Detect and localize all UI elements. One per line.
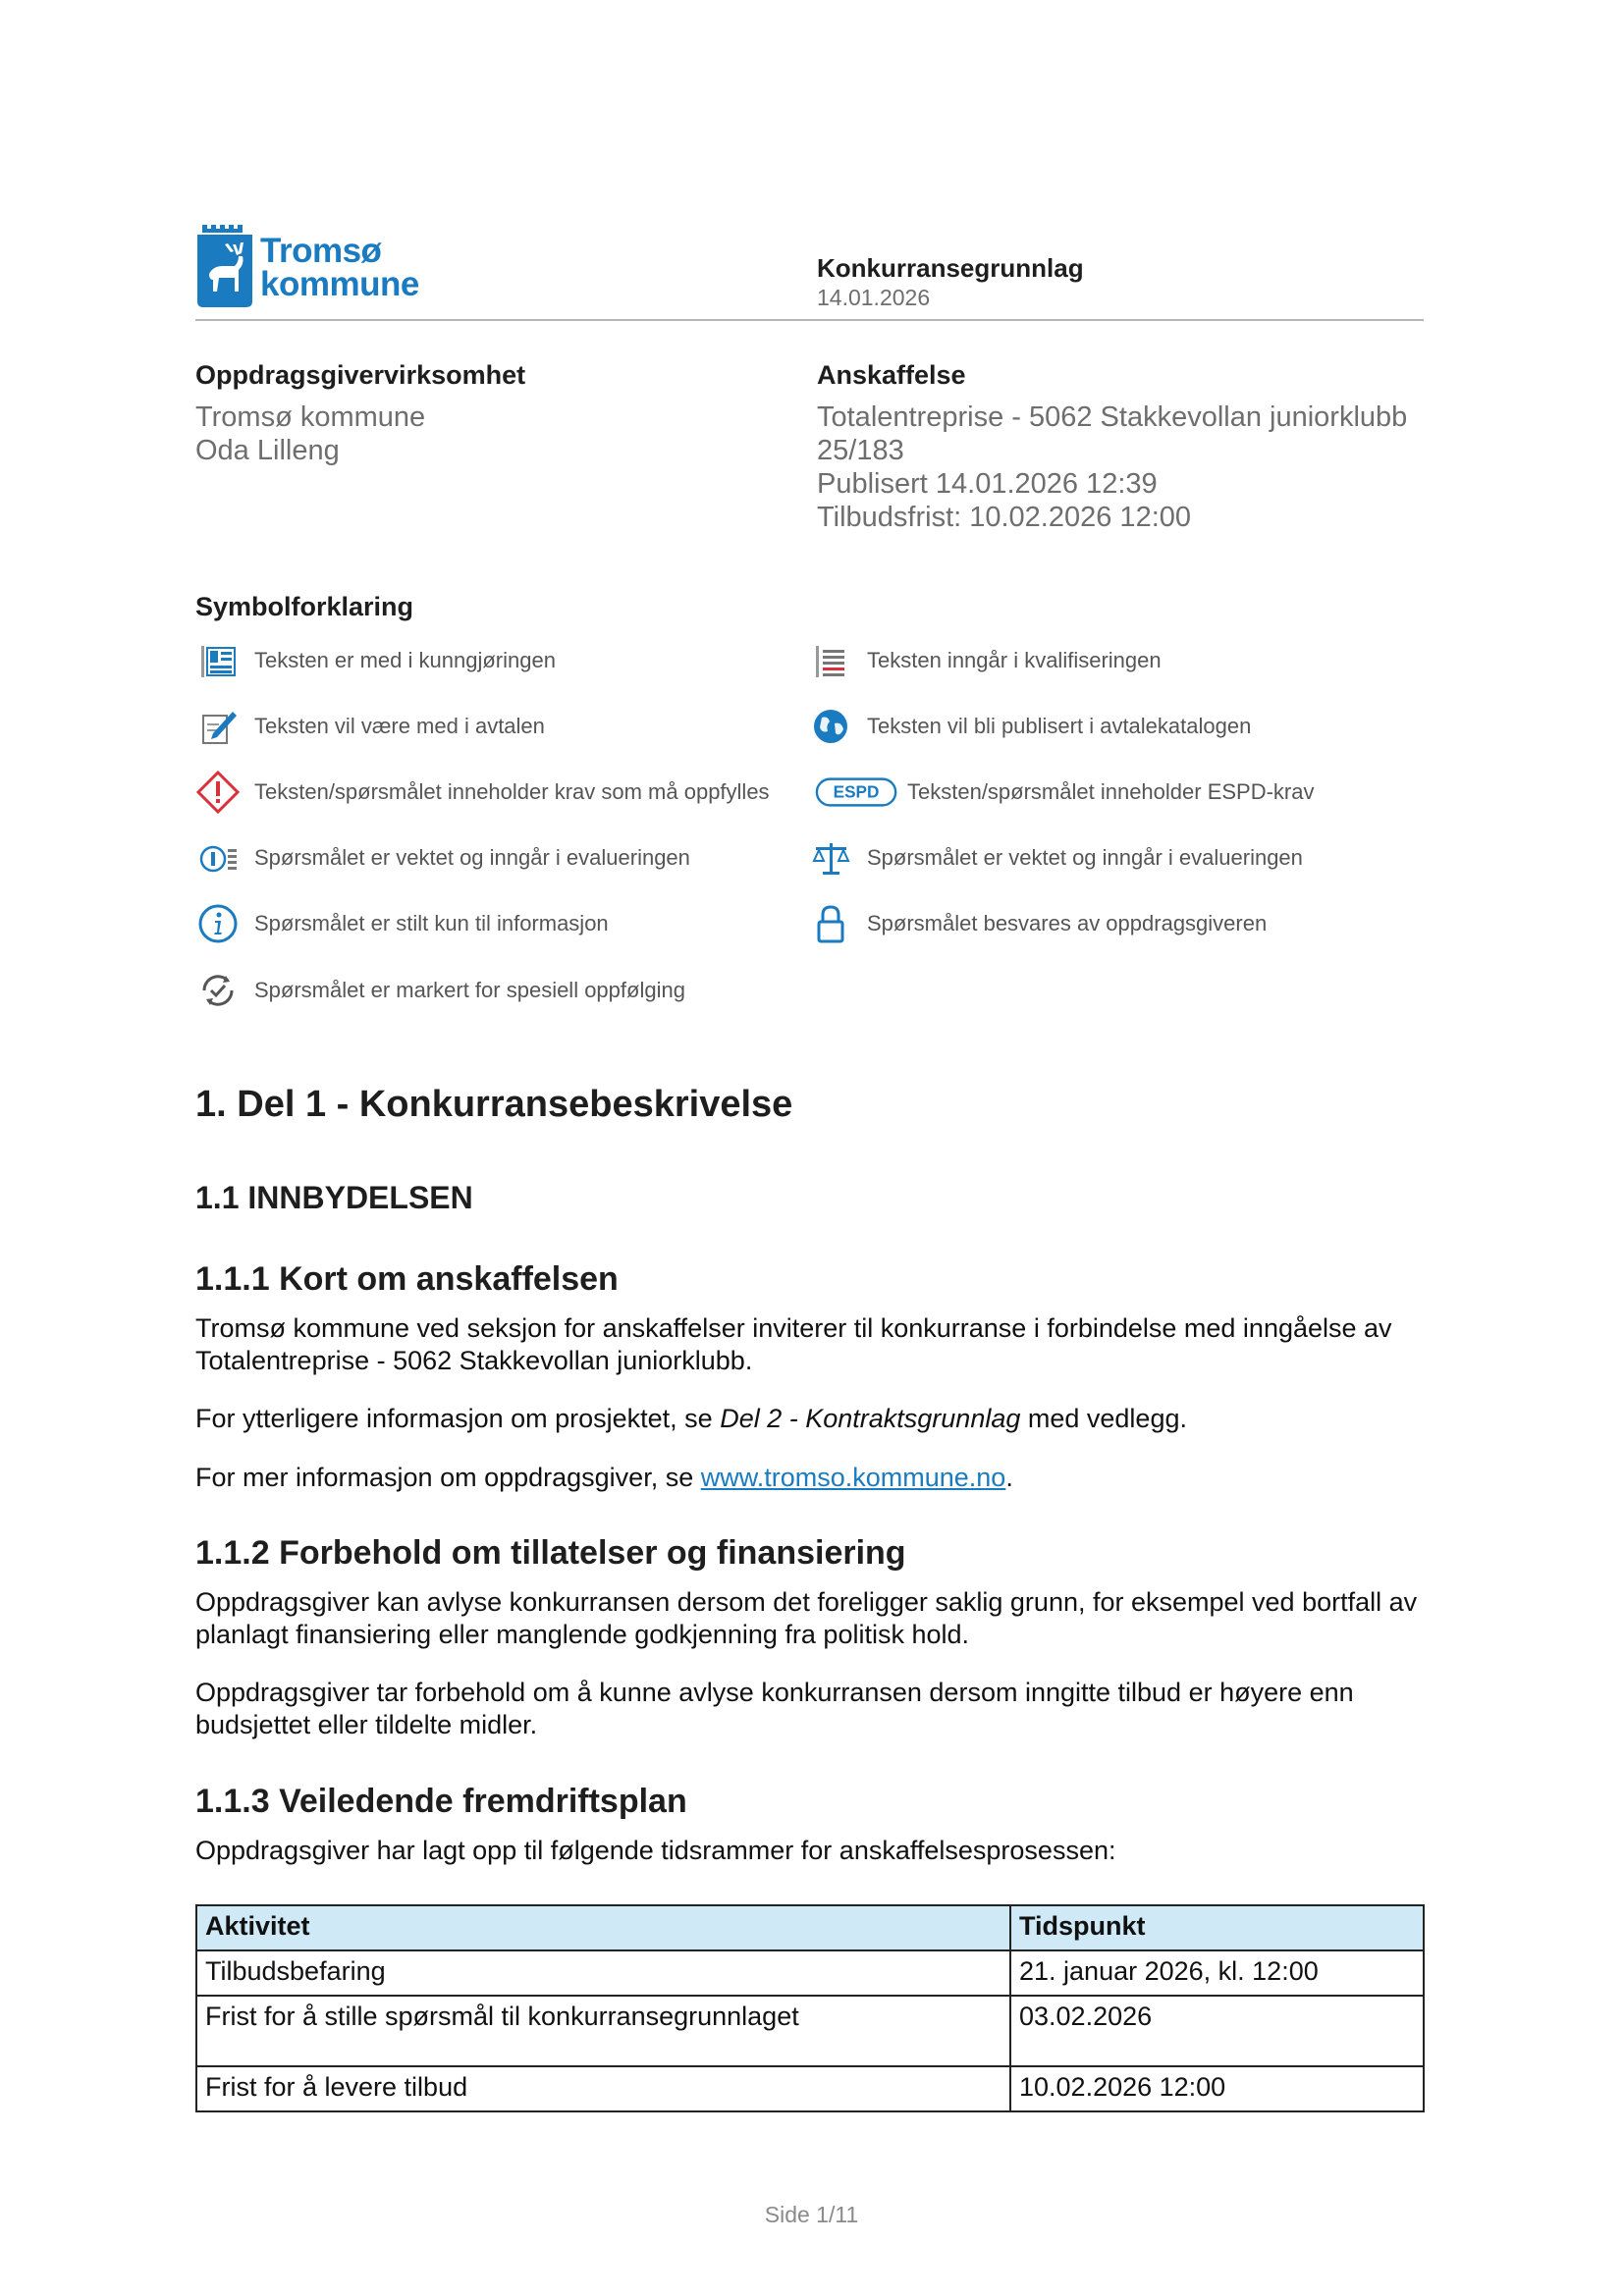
legend-item (195, 638, 556, 683)
legend-item (815, 770, 1315, 815)
procurement-line: Totalentreprise - 5062 Stakkevollan juniorklubb (817, 401, 1408, 433)
table-cell: 03.02.2026 (1010, 1996, 1424, 2066)
paragraph: Oppdragsgiver kan avlyse konkurransen dersom det foreligger saklig grunn, for eksempel ved bortfall av planlagt finansiering eller manglende godkjenning fra politisk hold. (195, 1587, 1418, 1649)
legend-item (195, 968, 685, 1013)
legend-text: Teksten inngår i kvalifiseringen (867, 648, 1162, 672)
table-row (196, 1950, 1424, 1996)
table-cell: Frist for å stille spørsmål til konkurransegrunnlaget (196, 1996, 1010, 2066)
legend-text: Teksten/spørsmålet inneholder ESPD-krav (907, 779, 1315, 804)
client-heading: Oppdragsgivervirksomhet (195, 360, 526, 390)
tromso-kommune-logo (195, 223, 423, 309)
table-cell: 21. januar 2026, kl. 12:00 (1010, 1950, 1424, 1996)
legend-item (808, 638, 1162, 683)
lock-icon (808, 901, 853, 946)
subsection-title: 1.1.1 Kort om anskaffelsen (195, 1260, 619, 1298)
globe-icon (808, 704, 853, 749)
schedule-table (195, 1904, 1425, 2112)
legend-item (195, 901, 609, 946)
header-divider (195, 319, 1424, 321)
paragraph (195, 1403, 1433, 1435)
paragraph-text: For ytterligere informasjon om prosjektet, se (195, 1404, 721, 1433)
paragraph-text: . (1005, 1463, 1013, 1492)
document-date: 14.01.2026 (817, 285, 931, 310)
procurement-heading: Anskaffelse (817, 360, 966, 390)
legend-item (195, 835, 690, 881)
legend-text: Teksten vil bli publisert i avtalekatalogen (867, 714, 1252, 738)
subsection-title: 1.1 INNBYDELSEN (195, 1180, 473, 1215)
announcement-icon (195, 638, 241, 683)
procurement-line: Tilbudsfrist: 10.02.2026 12:00 (817, 502, 1192, 533)
scales-icon (808, 835, 853, 881)
table-header-row (196, 1905, 1424, 1950)
contract-icon (195, 704, 241, 749)
qualification-icon (808, 638, 853, 683)
logo-text-line1: Tromsø (260, 232, 382, 270)
table-row (196, 1996, 1424, 2066)
column-header: Aktivitet (196, 1905, 1010, 1950)
paragraph-text: med vedlegg. (1020, 1404, 1187, 1433)
client-info (195, 400, 425, 467)
column-header: Tidspunkt (1010, 1905, 1424, 1950)
contract-basis-reference: Del 2 - Kontraktsgrunnlag (720, 1404, 1021, 1433)
client-line: Oda Lilleng (195, 435, 340, 466)
page-number: Side 1/11 (764, 2202, 859, 2227)
legend-item (195, 704, 545, 749)
warning-icon (195, 770, 241, 815)
document-title: Konkurransegrunnlag (817, 253, 1084, 283)
table-cell: Tilbudsbefaring (196, 1950, 1010, 1996)
paragraph: Oppdragsgiver tar forbehold om å kunne avlyse konkurransen dersom inngitte tilbud er høyere enn budsjettet eller tildelte midler. (195, 1678, 1354, 1739)
table-cell: Frist for å levere tilbud (196, 2066, 1010, 2111)
legend-text: Spørsmålet er stilt kun til informasjon (254, 911, 609, 935)
paragraph: Oppdragsgiver har lagt opp til følgende tidsrammer for anskaffelsesprosessen: (195, 1836, 1116, 1865)
client-line: Tromsø kommune (195, 401, 426, 433)
paragraph (195, 1462, 1433, 1494)
info-icon (195, 901, 241, 946)
espd-badge-text: ESPD (833, 781, 880, 802)
legend-item (808, 835, 1303, 881)
followup-icon (195, 968, 241, 1013)
legend-item (195, 770, 770, 815)
subsection-title: 1.1.3 Veiledende fremdriftsplan (195, 1783, 687, 1820)
legend-item (808, 704, 1251, 749)
legend-title: Symbolforklaring (195, 592, 414, 621)
section-title: 1. Del 1 - Konkurransebeskrivelse (195, 1084, 793, 1125)
weighted-list-icon (195, 835, 241, 881)
municipality-website-link[interactable]: www.tromso.kommune.no (700, 1463, 1006, 1492)
paragraph-text: For mer informasjon om oppdragsgiver, se (195, 1463, 701, 1492)
table-row (196, 2066, 1424, 2111)
legend-text: Spørsmålet er markert for spesiell oppfølging (254, 978, 685, 1002)
procurement-info (817, 400, 1407, 534)
subsection-title: 1.1.2 Forbehold om tillatelser og finansiering (195, 1534, 906, 1572)
procurement-line: 25/183 (817, 435, 904, 466)
legend-item (808, 901, 1267, 946)
logo-text-line2: kommune (260, 265, 419, 303)
legend-text: Teksten er med i kunngjøringen (254, 648, 556, 672)
legend-text: Spørsmålet er vektet og inngår i evalueringen (254, 845, 690, 870)
paragraph: Tromsø kommune ved seksjon for anskaffelser inviterer til konkurranse i forbindelse med inngåelse av Totalentreprise - 5062 Stakkevollan juniorklubb. (195, 1313, 1392, 1375)
procurement-line: Publisert 14.01.2026 12:39 (817, 468, 1158, 500)
legend-text: Spørsmålet er vektet og inngår i evalueringen (867, 845, 1303, 870)
legend-text: Teksten vil være med i avtalen (254, 714, 545, 738)
legend-text: Spørsmålet besvares av oppdragsgiveren (867, 911, 1268, 935)
legend-text: Teksten/spørsmålet inneholder krav som må oppfylles (254, 779, 770, 804)
espd-icon (815, 770, 899, 815)
table-cell: 10.02.2026 12:00 (1010, 2066, 1424, 2111)
